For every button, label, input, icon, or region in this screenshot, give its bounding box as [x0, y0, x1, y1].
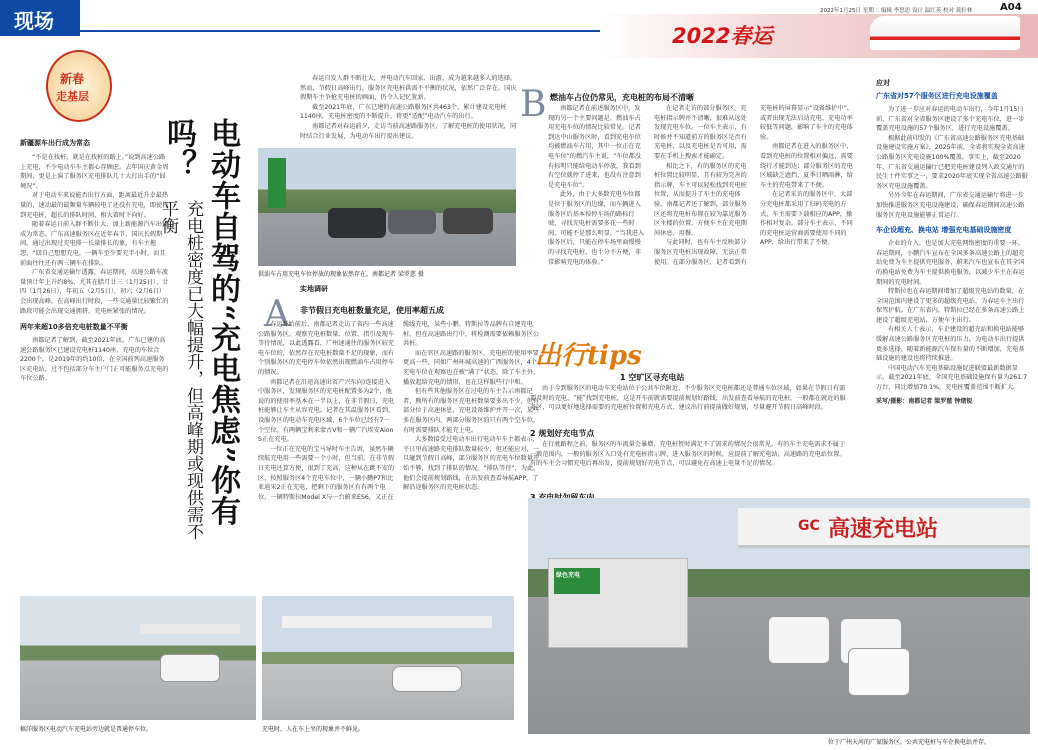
banner-title: 2022春运 — [672, 24, 773, 48]
right-para-5: 特斯拉也在春运期间增加了超级充电站的数量，在全国范围内建设了更多的超级充电站，为春运车主出行保驾护航。在广东省内，特斯拉已经在多条高速公路上建设了超级充电站，方便车主出行。 — [876, 288, 1025, 324]
gc-logo: GC — [798, 518, 820, 534]
white-van-3 — [848, 648, 910, 696]
section-b-para-3: 在记者走访的部分服务区，充电桩指示牌并不清晰，很难从远处发现充电车位。一位车主表示，有时候并不知道前方的服务区是否有充电桩，以及充电桩是否可用，需要在手机上搜索才能确定。 — [654, 105, 747, 160]
caption-bottom-left: 稿洋服务区电动汽车充电站旁边就是普通停车位。 — [20, 726, 153, 733]
left-heading-2: 两年来超10多倍充电桩数量不平衡 — [20, 323, 128, 332]
left-para-1: “不是在找桩，就是在找桩的路上。”说到高速公路上充电，不少电动车车主都心存顾虑。去年国庆黄金周期间，更是上演了服务区充电排队几十大打出手的“囧境况”。 — [20, 154, 169, 190]
sedan-car — [388, 210, 436, 234]
intro-para-3: 南都记者对春运前夕，走访当前高速路服务区，了解充电桩的使用状况，同时结合行业发展，为电动车出行提出建议。 — [300, 122, 517, 140]
caption-bottom-mid: 充电时，人在车上坐的现象并不鲜见。 — [262, 726, 365, 733]
intro-block — [300, 74, 520, 144]
section-a-body — [258, 320, 540, 594]
right-heading-2: 车企设超充、换电站 增强充电基础设施密度 — [876, 226, 1012, 235]
photo-charging-station-left — [20, 596, 256, 720]
tip-1-text: 由于今到服务区的电动车充电站位于公共车位附近，不少服务区充电桩都还是普通车位区域，如果在节假日有需要及时的充电，“能”找到充电桩，这是开车前就需要提前规划好路线，出发前查看导航的充电桩，一般都在就近的服务区，可以更好地选择需要的充电桩位置和充电方式，建议出行前提前做好规划，尽量避开节假日高峰时段。 — [530, 385, 846, 412]
left-para-3: 随着春运日前入群不断什大，加上新能源汽车出行成为常态。广东高速服务区在近年春节、国庆长假期间，通过出现过充电排一长量排长的象，有车主拖怨，“回自己想想充电，一辆车至少要充半小时，而且前面往往还有两三辆车在排队。 — [20, 221, 169, 267]
section-b-para-1: 南都记者在前述服务区中，发现的另一个主要问题是，燃油车占用充电车位的情况比较常见。记者到达中山服务区时，看到充电车位均被燃油车占用，其中一位正在充电车位”的燃汽车主说，“车位都没有标明只能给电动车停放，我看到有空位就停了进来，也没有注意到是充电车位”。 — [548, 105, 642, 189]
subheadline: 充电桩密度已大幅提升，但高峰期或现供需不平衡 — [158, 200, 203, 540]
section-a-dropcap: A — [264, 294, 290, 335]
intro-para-1: 春运自发人群不断壮大，并电动汽车回家、出游，成为越来越多人的选择。然而，节假日高峰出行，服务区充电桩供需不平衡的状况，依然广泛存在。国庆假期车主争抢充电桩的画面，仍令人记忆犹新。 — [300, 75, 517, 102]
left-para-5: 南都记者了解到，截至2021年底，广东已建的高速公路服务区已建设充电桩1140座，充电的车位合2200个，是2019年的约10倍，在全国前列高速服务区充电站，过不包括部分车主户门正可能服务点充电的车位公路。 — [20, 337, 169, 383]
section-b-dropcap: B — [520, 84, 547, 125]
photo-guangdan-service-area — [528, 498, 1030, 734]
travel-tips-title: 出行tips — [535, 341, 642, 371]
green-sign: 绿色充电 — [554, 568, 600, 594]
right-para-6: 有相关人士表示，车企建设的超充站和换电站能够缓解高速公路服务区充电桩的压力，为电动车出行提供更多选择。随着新能源汽车保有量的不断增加，充电基础设施的建设也将持续推进。 — [876, 326, 1025, 363]
section-a-kicker: 实地调研 — [300, 285, 328, 293]
left-heading-1: 新疆源车出行成为常态 — [20, 139, 90, 147]
tip-1-heading: 1 空旷区寻充电站 — [620, 373, 685, 382]
canopy — [140, 624, 240, 634]
white-van-1 — [768, 616, 830, 664]
section-b-para-5: 与此同时，也有车主反映部分服务区充电桩出现故障，无法正常使用。在部分服务区，记者看到有充电桩的屏幕显示“设备维护中”，或者出现无法启动充电、充电功率较低等问题，影响了车主的充电体验。 — [654, 105, 854, 266]
photo-service-area-parking — [258, 148, 516, 266]
charging-sign — [268, 158, 286, 208]
headline: 电动车自驾的“充电焦虑”你有吗？ — [161, 118, 240, 527]
right-heading-1: 广东省对57个服务区进行充电设施覆盖 — [876, 92, 998, 100]
right-para-1: 为了进一步应对春运的电动车出行，今年1月15日前，广东省对全省服务区建设了多个充电车位，进一步覆盖充电设施的57个服务区，进行充电设施覆盖。 — [876, 106, 1025, 133]
left-para-4: 广东省交通运输厅透露，春运期间，高速公路车流量预计年上升约8%，尤其在腊月廿三（1月25日）、廿四（1月26日），年初五（2月5日），初六（2月6日）会出现高峰，在高峰出行时段，一些交通量比较繁忙的路段可能会出现交通拥挤。充电桩紧张的情况。 — [20, 269, 169, 315]
white-suv — [160, 654, 220, 682]
section-tag: 现场 — [0, 0, 80, 36]
seal-line1: 新春 — [60, 72, 85, 86]
right-byline: 采写/摄影：南都记者 梁罗慈 钟绪锐 — [876, 397, 973, 405]
section-b-para-7: 在记者采访的服务区中，大部分充电桩都采用了扫码充电的方式，车主需要下载相应的APP，操作相对复杂。部分车主表示，不同的充电桩运营商需要使用不同的APP，给出行带来了不便。 — [760, 191, 853, 247]
train-illustration — [870, 16, 1020, 50]
section-b-body — [548, 104, 858, 330]
seal-logo — [46, 50, 112, 122]
right-para-7: 中国电动汽车充电基础设施促进联盟最新数据显示，截至2021年底，全国充电基础设施保有量为261.7万台，同比增加70.1%，充电桩覆盖范围不断扩大。 — [876, 364, 1028, 392]
right-para-3: 另外今年在春运期间，广东省交通运输厅将进一步加快推进服务区充电设施建设，确保春运期间高速公路服务区充电设施能够正常运行。 — [876, 192, 1025, 219]
right-para-2: 根据此前印发的《广东省高速公路服务区充电基础设施建设实施方案》，2025年前，全省将实现全省高速公路服务区充电设施100%覆盖。事实上，截至2020年，广东省交通运输厅已把充电桩建设列入政交通厅的民生十件实事之一，要求2020年底实现全省高速公路服务区充电设施覆盖。 — [876, 134, 1028, 190]
photo-caption-top: 供油车占用充电车位停放的现象依然存在。南都记者 梁罗慈 摄 — [258, 271, 424, 278]
photo-charging-station-mid — [262, 596, 514, 720]
section-a-para-2: 南都记者在沿途高速出省产兴东向)连接进入中服务区，发现服务区的充电桩配置多为2个，他说的的使用率基本在一半以上，在非节假日，充电桩能够让车主从容充电。记者在其温服务区看到，设服务区的电动车充电区域，6个车位已经有7一个空位。有两辆宝利来蒙古V和一辆广汽埃安Aion S正在充电。 — [258, 378, 395, 444]
white-sedan — [392, 666, 462, 692]
tip-2-text: 在行驶路程之前，服务区的车流量会暴增，充电桩暂时满足不了需求的情况会很常见。有的车主充电需求不属于一般范围内，一般的服务区入口处有充电桩指示牌，进入服务区的时候，应提前了解充电站，高速路的充电站位置。有的车主会习惯充电后再出发，提前规划好充电节点，可以避免在高速上电量不足的情况。 — [530, 441, 846, 468]
suv-car — [328, 208, 386, 238]
section-b-title: 燃油车占位仍常见，充电桩的布局不清晰 — [550, 93, 694, 102]
section-a-title: 非节假日充电桩数量充足，使用率超五成 — [300, 306, 444, 315]
page-number: A04 — [1000, 2, 1022, 13]
section-a-para-3: 一位正在充电的宝马导时车主告诉，虽然车辆续航充电用一些需要一个小时，但当前，在非节假日充电还算方便，很到了充高，这种从在跳不安的区，按照服务区4个充电车位中，一辆小鹏P7和比亚迪宋2正在充电，把剩下的服务区有有两个电位，一辆特斯拉Model X与一台蔚来ES6，又正在缆线充电，某些小鹏、特斯拉等品牌有自建充电桩，但在高速路出行中，将检测需要依赖服务区公共桩。 — [258, 321, 540, 501]
section-a-para-5: 但有些其他服务区在过电的车主告示南都记者，熊所有的服务区充电桩数量要多出不少，但有部分位于高速休息，充电设备维护并开一次，某些多在服务区内，两部分服务区的只有两个空车位，有时需要排队才能充上电。 — [403, 388, 540, 434]
section-a-para-1: 春运开始前后，南都记者走访了省内一些高速公路服务区，观察充电桩数量、位置、指引及现车等待情况，以此透露看，广州速通往的服务区较充电车位的，依然存在充电桩数量不足的现象，而有个别服务区的充电停车位依然出现燃油车占用停车的情况。 — [258, 321, 395, 376]
tip-2-heading: 2 规划好充电节点 — [530, 429, 595, 438]
section-b-para-4: 相比之下，有的服务区的充电桩位置比较明显，且有较为完善的指示牌，车主可以轻松找到充电桩位置，从而提升了车主的充电体验。南都记者还了解到，部分服务区还将充电桩布置在较为靠近服务区主楼的位置，方便车主在充电期间休息、用餐。 — [654, 162, 747, 237]
section-a-para-4: 而在官区高速路的服务区，充电桩的使用率要更高一些，同如广州环城高速的广西服务区，4个充电车位在观察也在被“满了”状态，除了车主外，播放起给充电的情形，也在这样服些行中和。 — [403, 349, 540, 386]
tip-2 — [530, 428, 850, 486]
left-para-2: 对于电动车来说能否出行方面，距离最近升幸最热量的，速动最的最频量车辆较电了还没有充电，即使找到充电桩，超长的排队时间，相大着时下向好。 — [20, 192, 169, 219]
intro-para-2: 截至2021年底，广东已建的高速公路服务区共463个，累计建设充电桩1140座，充电桩密度的不断提升，将更“适配”电动汽车的出行。 — [300, 103, 507, 121]
seal-line2: 走基层 — [56, 90, 89, 103]
section-b-para-6: 南都记者在进入的服务区中，看到充电桩的位置相对偏远，需要绕行才能到达；部分服务区的充电区域缺乏遮挡，夏季日晒雨淋，给车主的充电带来了不便。 — [760, 143, 853, 189]
right-kicker: 应对 — [876, 79, 890, 87]
caption-bottom-right: 位于广州天河的广氮服务区，公共充电桩与车企换电站并存。 — [828, 739, 991, 746]
tip-1 — [530, 372, 850, 424]
station-sign: 高速充电站 — [828, 517, 939, 542]
canopy-roof — [282, 616, 492, 628]
parked-car — [443, 208, 493, 234]
dateline: 2022年1月25日 星期二 编辑 李思思 设计 温红英 校对 黄轩林 — [820, 8, 973, 14]
right-para-4: 企业的介入，也是加大充电网络密度的重要一环。春运期间，小鹏汽车宣布在全国多条高速公路上的超充站免费为车主提供充电服务，蔚来汽车也宣布在其全国的换电站免费为车主提供换电服务，以减少车主在春运期间的充电时间。 — [876, 240, 1025, 286]
section-b-para-2: 此外，由于大多数充电车位都是位于服务区的边缘，而车辆进入服务区后基本按停车场的路标行驶，寻找充电桩需要多花一些时间，可能不是那么明显，“当我进入服务区后，只能在停车场里面慢慢的寻找充电桩，也十分不方便，非常影响充电的体验。” — [548, 191, 645, 266]
section-a-para-6: 大多数接受过电动车出行电动车车主都表示，平日里高速路充电排队数量较少，但还能应对，一旦碰到节假日高峰，部分服务区的充电车位数量开始不够，找到了排队的情况。“排队等待”，为此，他们会提前规划路线，在出发前查看导航APP，了解沿途服务区的充电桩状态。 — [403, 436, 540, 492]
